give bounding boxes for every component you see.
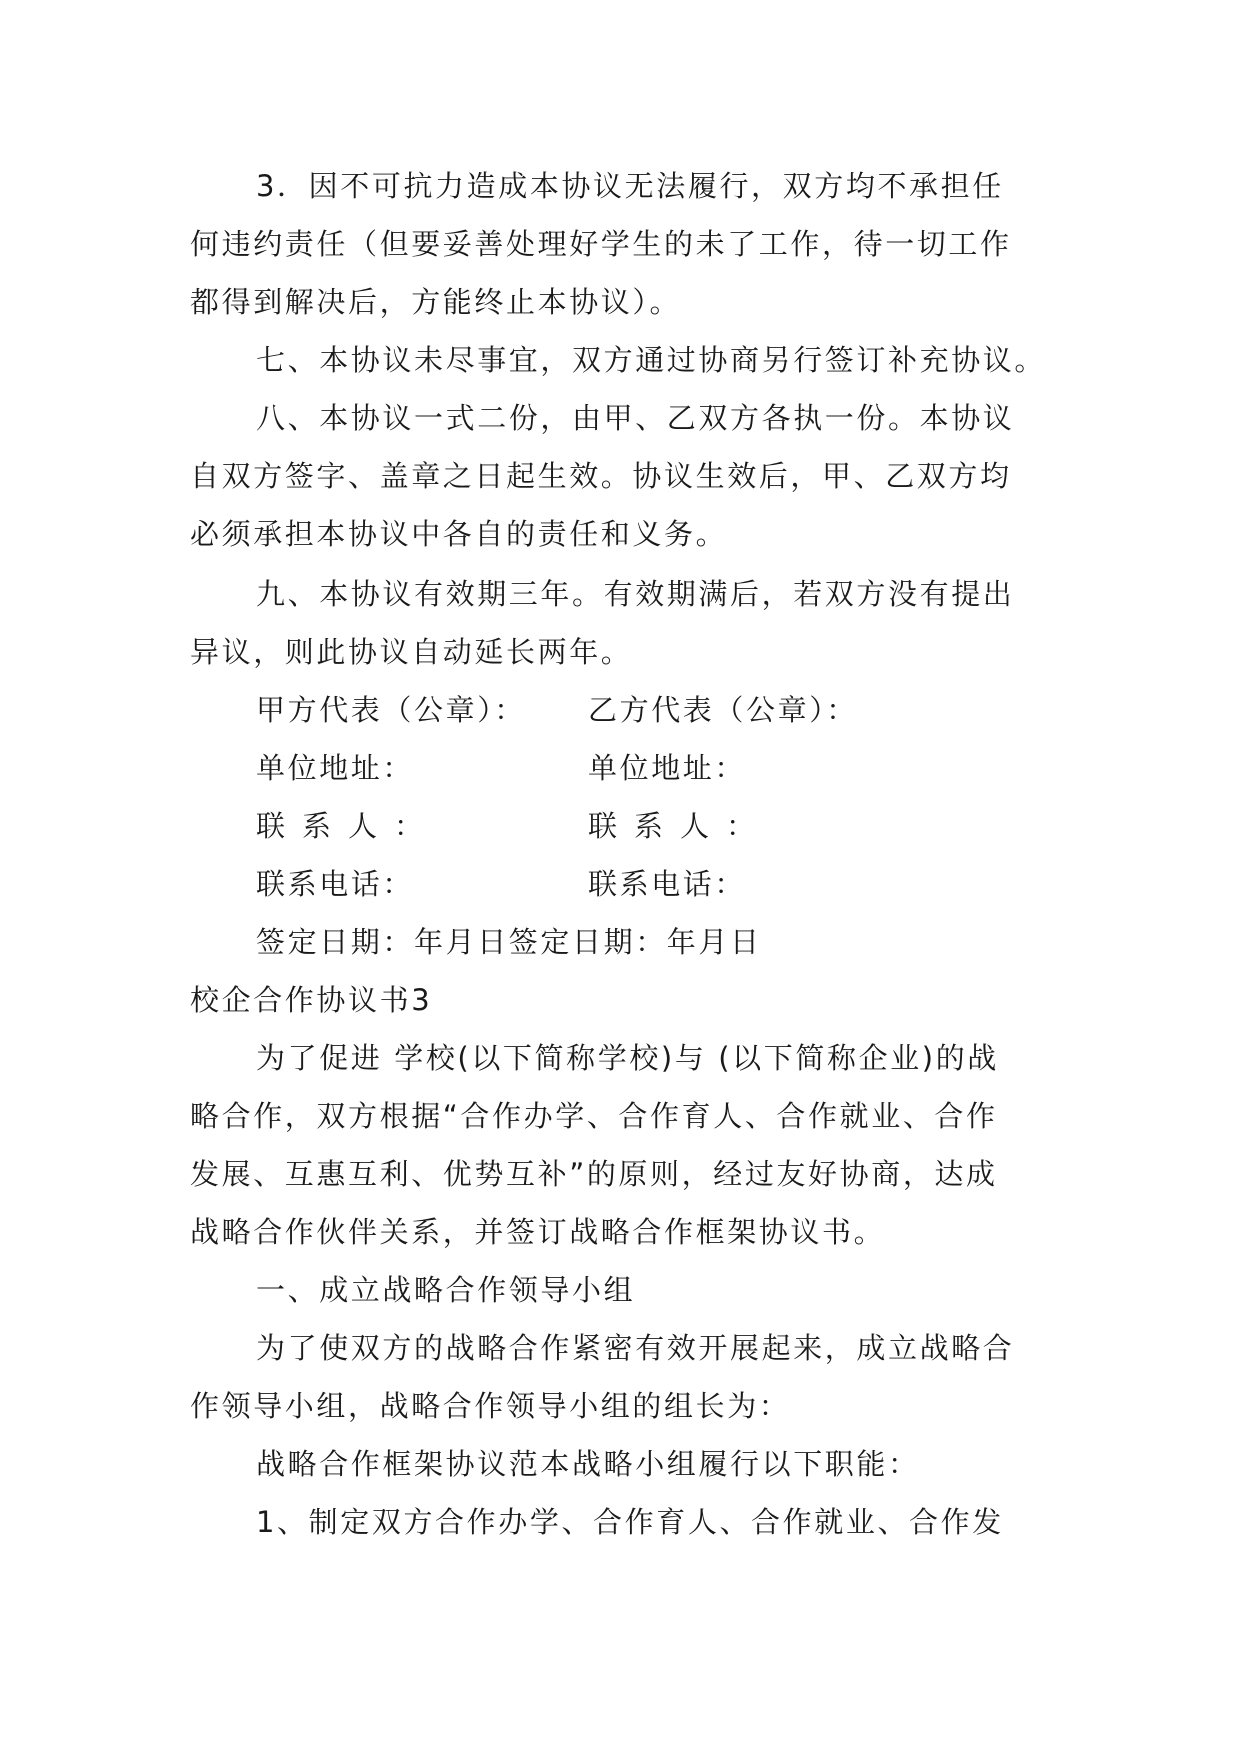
party-b-representative: 乙方代表（公章）： [588,693,858,727]
section-8-line-2: 自双方签字、盖章之日起生效。协议生效后，甲、乙双方均 [190,459,1012,493]
section-8-line-1: 八、本协议一式二份，由甲、乙双方各执一份。本协议 [256,401,1015,435]
party-b-contact-person: 联系人： [588,809,773,843]
intro-line-4: 战略合作伙伴关系，并签订战略合作框架协议书。 [190,1215,886,1249]
intro-line-1: 为了促进 学校(以下简称学校)与 (以下简称企业)的战 [256,1041,999,1075]
section-9-line-1: 九、本协议有效期三年。有效期满后，若双方没有提出 [256,577,1015,611]
party-b-address: 单位地址： [588,751,747,785]
clause-3-line-2: 何违约责任（但要妥善处理好学生的未了工作，待一切工作 [190,227,1012,261]
signing-date-line: 签定日期：年月日签定日期：年月日 [256,925,762,959]
clause-3-line-3: 都得到解决后，方能终止本协议）。 [190,285,682,319]
section-7: 七、本协议未尽事宜，双方通过协商另行签订补充协议。 [256,343,1047,377]
duties-intro: 战略合作框架协议范本战略小组履行以下职能： [256,1447,920,1481]
section-1-heading: 一、成立战略合作领导小组 [256,1273,636,1307]
party-a-representative: 甲方代表（公章）： [256,693,526,727]
duty-1-line-1: 1、制定双方合作办学、合作育人、合作就业、合作发 [256,1505,1004,1539]
section-1-para-line-2: 作领导小组，战略合作领导小组的组长为： [190,1389,791,1423]
party-a-contact-person: 联系人： [256,809,441,843]
section-9-line-2: 异议，则此协议自动延长两年。 [190,635,633,669]
section-8-line-3: 必须承担本协议中各自的责任和义务。 [190,517,728,551]
party-a-address: 单位地址： [256,751,415,785]
clause-3-line-1: 3．因不可抗力造成本协议无法履行，双方均不承担任 [256,169,1004,203]
section-1-para-line-1: 为了使双方的战略合作紧密有效开展起来，成立战略合 [256,1331,1015,1365]
party-b-phone: 联系电话： [588,867,747,901]
party-a-phone: 联系电话： [256,867,415,901]
intro-line-3: 发展、互惠互利、优势互补”的原则，经过友好协商，达成 [190,1157,998,1191]
intro-line-2: 略合作，双方根据“合作办学、合作育人、合作就业、合作 [190,1099,998,1133]
document-heading: 校企合作协议书3 [190,983,433,1017]
